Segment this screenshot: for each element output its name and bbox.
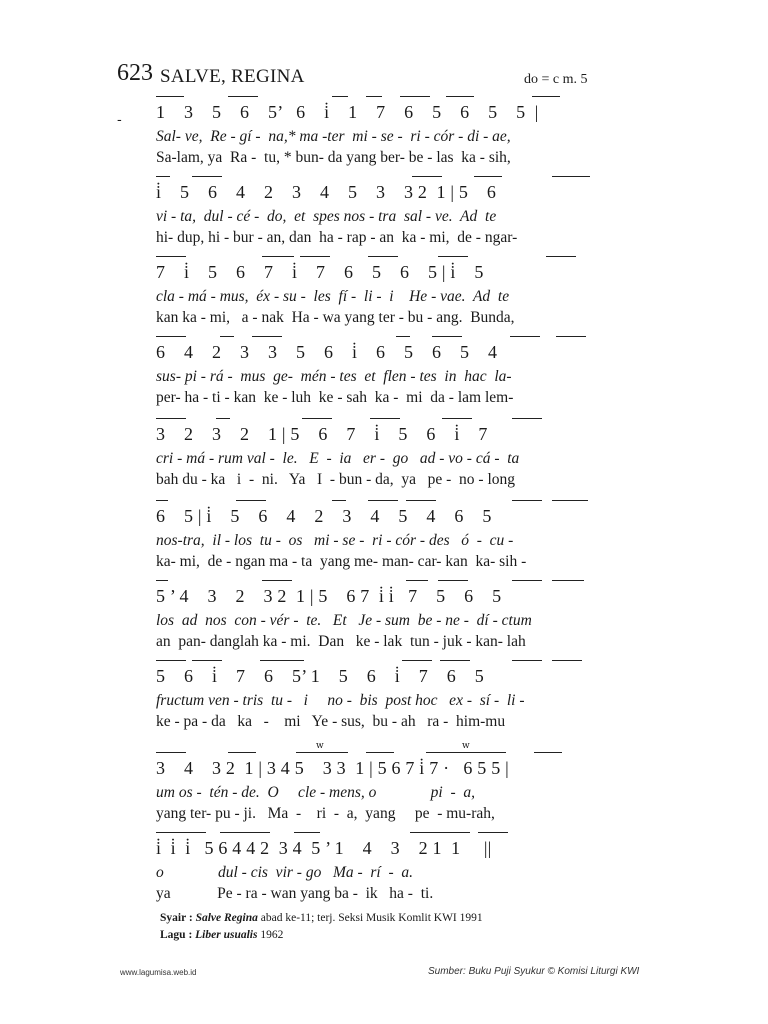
- notation-line: 6 5 | i̇ 5 6 4 2 3 4 5 4 6 5: [156, 506, 492, 526]
- notation-line: 7 i̇ 5 6 7 i̇ 7 6 5 6 5 | i̇ 5: [156, 262, 484, 282]
- margin-mark: -: [117, 112, 122, 128]
- latin-lyrics: fructum ven - tris tu - i no - bis post hoc ex - sí - li -: [156, 692, 525, 709]
- notation-line: 5 6 i̇ 7 6 5’ 1 5 6 i̇ 7 6 5: [156, 666, 484, 686]
- tune-credit: Lagu : Liber usualis 1962: [160, 929, 284, 941]
- latin-lyrics: sus- pi - rá - mus ge- mén - tes et flen - tes in hac la-: [156, 368, 512, 385]
- notation-line: 3 2 3 2 1 | 5 6 7 i̇ 5 6 i̇ 7: [156, 424, 488, 444]
- notation-line: 5 ’ 4 3 2 3 2 1 | 5 6 7 i̇ i̇ 7 5 6 5: [156, 586, 502, 606]
- latin-lyrics: o dul - cis vir - go Ma - rí - a.: [156, 864, 414, 881]
- indonesian-lyrics: bah du - ka i - ni. Ya I - bun - da, ya pe - no - long: [156, 471, 516, 488]
- source-footer: Sumber: Buku Puji Syukur © Komisi Liturgi KWI: [428, 966, 640, 977]
- indonesian-lyrics: Sa-lam, ya Ra - tu, * bun- da yang ber- be - las ka - sih,: [156, 149, 511, 166]
- hymn-title: SALVE, REGINA: [160, 66, 305, 87]
- notation-line: 3 4 3 2 1 | 3 4 5 3 3 1 | 5 6 7 i̇ 7 · 6 5 5 |: [156, 758, 509, 778]
- indonesian-lyrics: ka- mi, de - ngan ma - ta yang me- man- car- kan ka- sih -: [156, 553, 527, 570]
- latin-lyrics: cla - má - mus, éx - su - les fí - li - i He - vae. Ad te: [156, 288, 510, 305]
- notation-line: 1 3 5 6 5’ 6 i̇ 1 7 6 5 6 5 5 |: [156, 102, 539, 122]
- breath-mark: w: [316, 741, 324, 751]
- notation-line: 6 4 2 3 3 5 6 i̇ 6 5 6 5 4: [156, 342, 498, 362]
- indonesian-lyrics: hi- dup, hi - bur - an, dan ha - rap - an ka - mi, de - ngar-: [156, 229, 518, 246]
- hymn-credits: [160, 910, 483, 944]
- key-signature: do = c m. 5: [524, 72, 588, 87]
- latin-lyrics: um os - tén - de. O cle - mens, o pi - a,: [156, 784, 475, 801]
- indonesian-lyrics: ke - pa - da ka - mi Ye - sus, bu - ah ra - him-mu: [156, 713, 506, 730]
- notation-line: i̇ i̇ i̇ 5 6 4 4 2 3 4 5 ’ 1 4 3 2 1 1 ||: [156, 838, 492, 858]
- indonesian-lyrics: ya Pe - ra - wan yang ba - ik ha - ti.: [156, 885, 434, 902]
- hymn-number: 623: [117, 60, 153, 86]
- latin-lyrics: Sal- ve, Re - gí - na,* ma -ter mi - se - ri - cór - di - ae,: [156, 128, 511, 145]
- indonesian-lyrics: yang ter- pu - ji. Ma - ri - a, yang pe - mu-rah,: [156, 805, 495, 822]
- latin-lyrics: nos-tra, il - los tu - os mi - se - ri - cór - des ó - cu -: [156, 532, 514, 549]
- lyrics-credit: Syair : Salve Regina abad ke-11; terj. Seksi Musik Komlit KWI 1991: [160, 912, 483, 924]
- latin-lyrics: vi - ta, dul - cé - do, et spes nos - tra sal - ve. Ad te: [156, 208, 497, 225]
- indonesian-lyrics: an pan- danglah ka - mi. Dan ke - lak tun - juk - kan- lah: [156, 633, 526, 650]
- indonesian-lyrics: per- ha - ti - kan ke - luh ke - sah ka - mi da - lam lem-: [156, 389, 514, 406]
- latin-lyrics: cri - má - rum val - le. E - ia er - go ad - vo - cá - ta: [156, 450, 520, 467]
- breath-mark: w: [462, 741, 470, 751]
- website-footer[interactable]: www.lagumisa.web.id: [120, 968, 197, 977]
- indonesian-lyrics: kan ka - mi, a - nak Ha - wa yang ter - bu - ang. Bunda,: [156, 309, 515, 326]
- latin-lyrics: los ad nos con - vér - te. Et Je - sum be - ne - dí - ctum: [156, 612, 532, 629]
- notation-line: i̇ 5 6 4 2 3 4 5 3 3 2 1 | 5 6: [156, 182, 497, 202]
